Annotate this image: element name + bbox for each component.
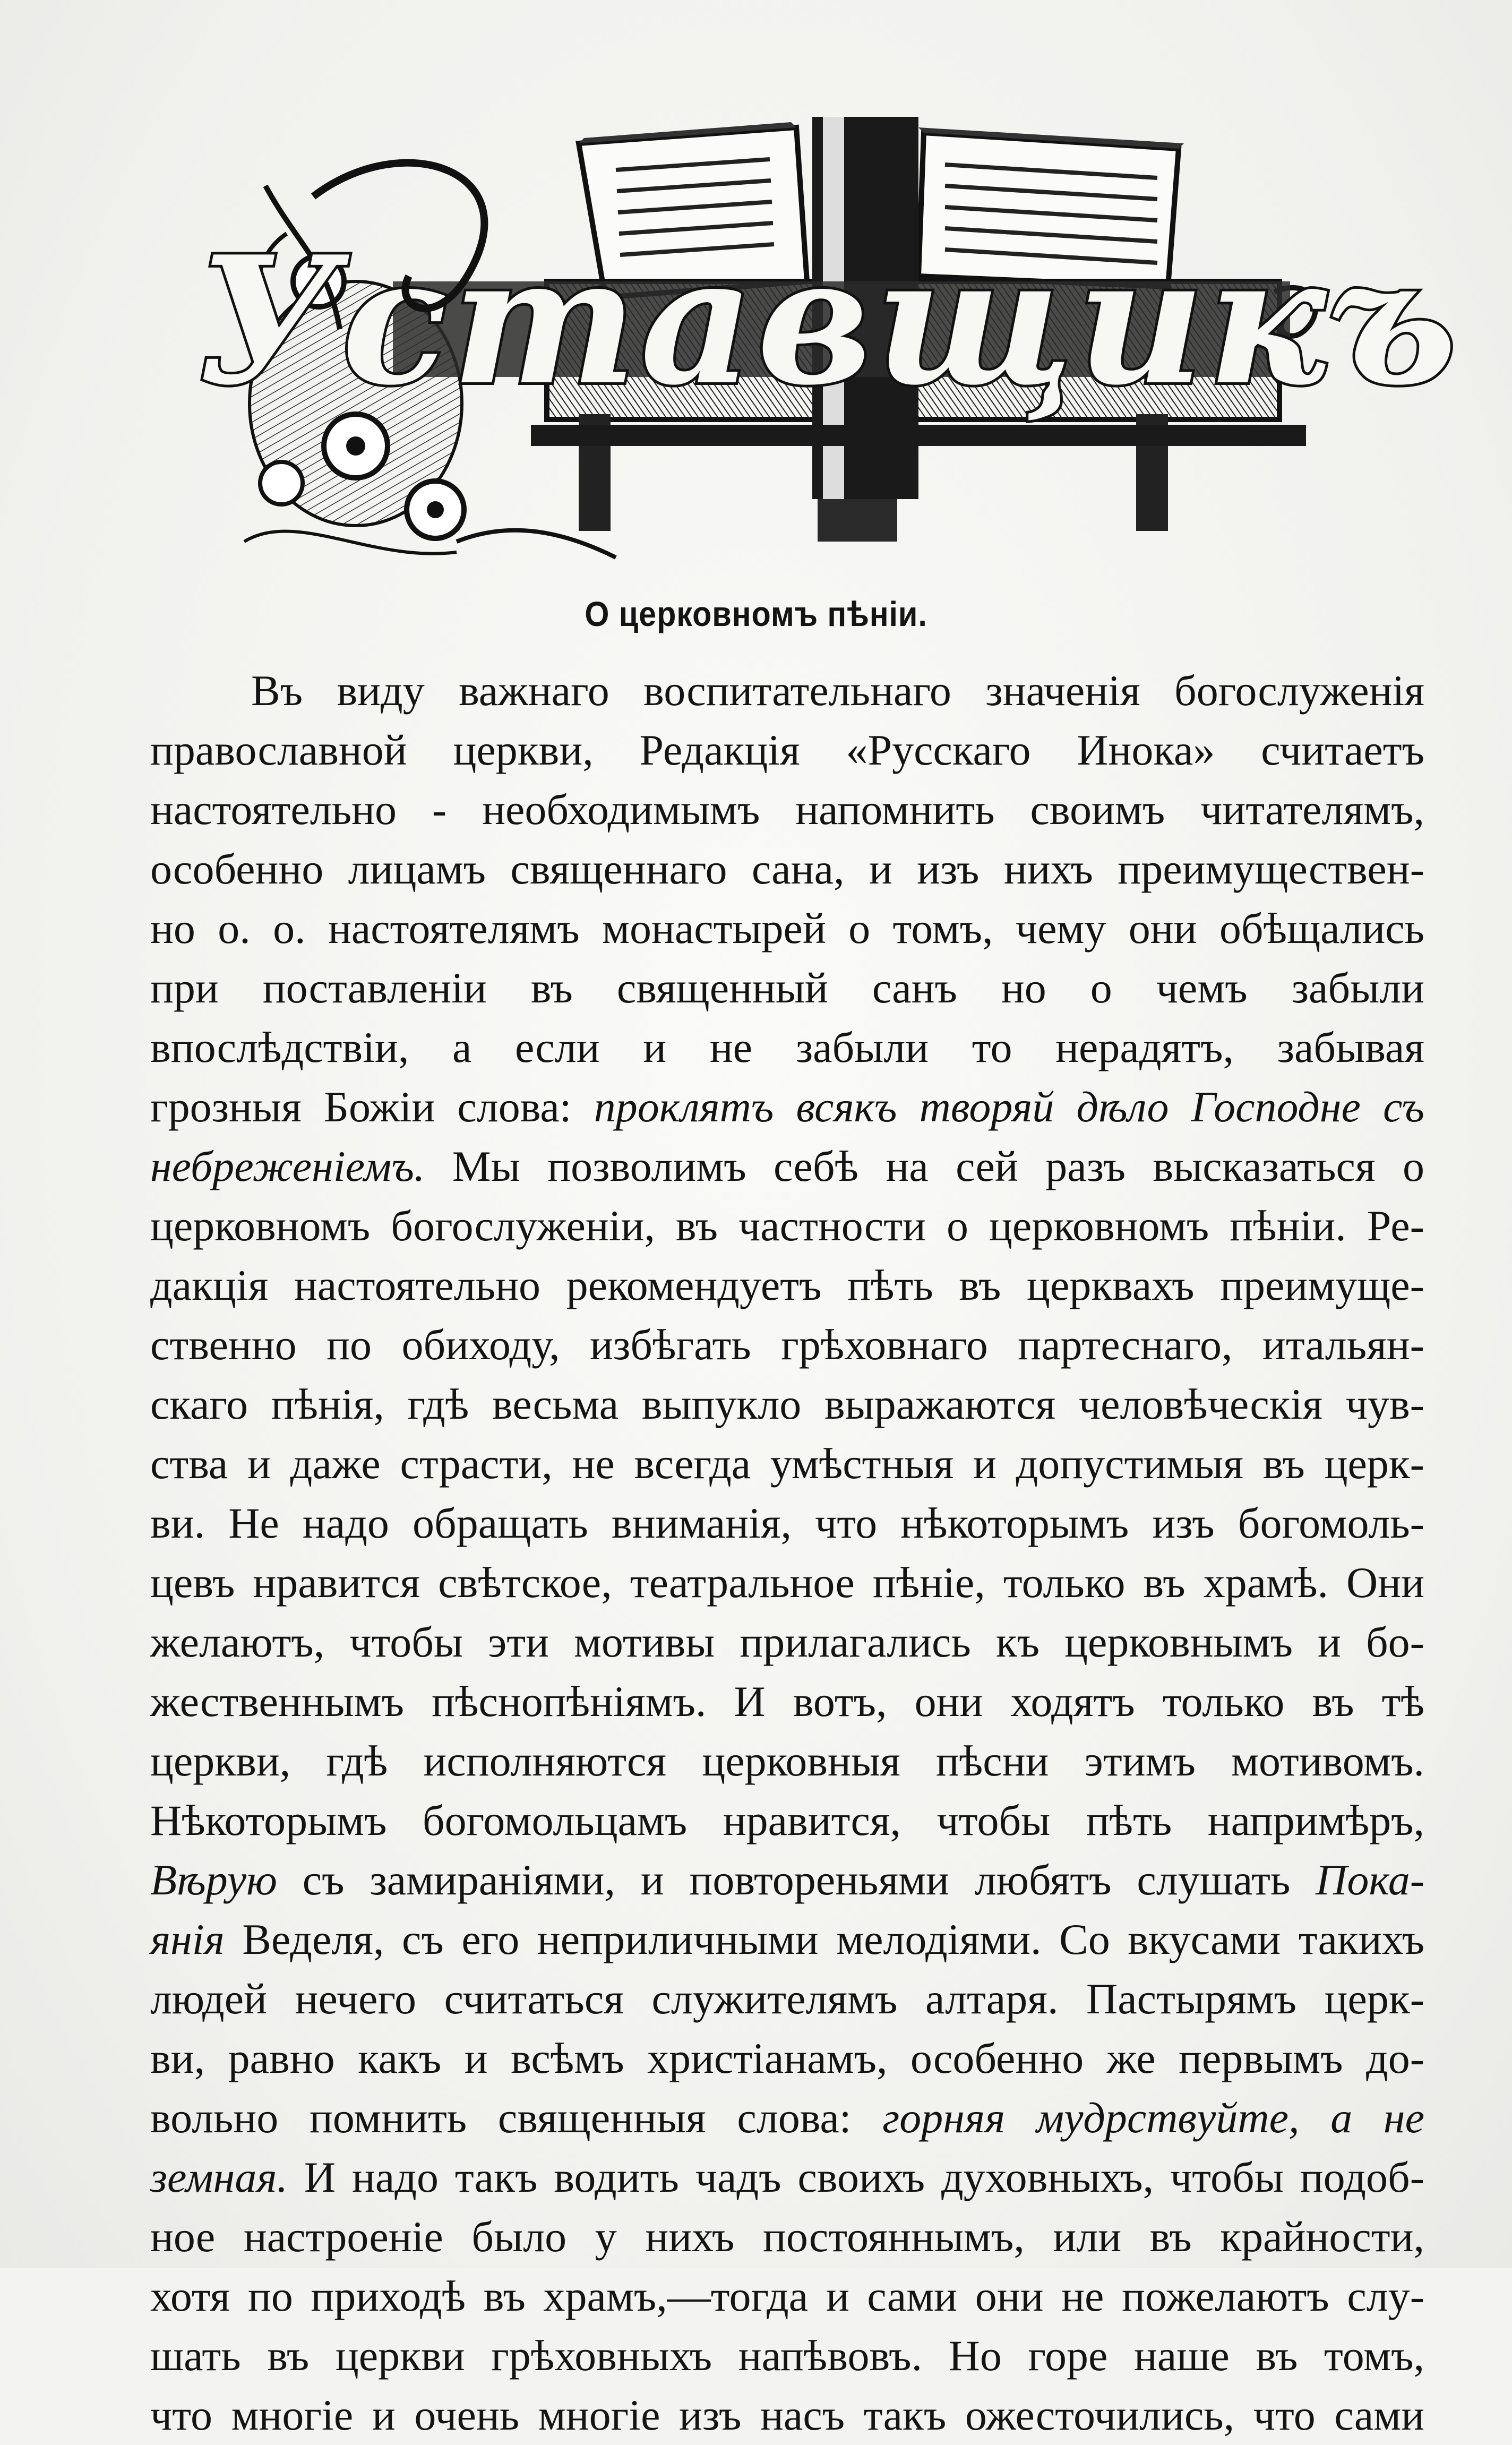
text-line xyxy=(150,1910,1424,1969)
text-segment: церкви, гдѣ исполняются церковныя пѣсни этимъ мотивомъ. xyxy=(150,1737,1424,1785)
text-line xyxy=(150,780,1424,839)
text-segment: церковномъ богослуженіи, въ частности о церковномъ пѣніи. Ре- xyxy=(150,1202,1424,1250)
text-segment: впослѣдствіи, а если и не забыли то нерадятъ, забывая xyxy=(150,1023,1424,1071)
text-line xyxy=(150,1969,1424,2029)
text-line xyxy=(150,1850,1424,1910)
text-line xyxy=(150,839,1424,899)
text-line xyxy=(150,1196,1424,1256)
text-line xyxy=(150,1731,1424,1791)
text-line xyxy=(150,2148,1424,2207)
text-line xyxy=(150,2207,1424,2267)
text-segment: вольно помнить священныя слова: xyxy=(150,2094,883,2142)
text-segment: цевъ нравится свѣтское, театральное пѣніе, только въ храмѣ. Они xyxy=(150,1558,1424,1607)
text-segment: что многіе и очень многіе изъ насъ такъ ожесточились, что сами xyxy=(150,2391,1424,2439)
italic-quote: горняя мудрствуйте, а не xyxy=(882,2094,1424,2142)
text-segment: грозныя Божіи слова: xyxy=(150,1083,594,1131)
text-line xyxy=(150,2029,1424,2088)
text-segment: Нѣкоторымъ богомольцамъ нравится, чтобы пѣть напримѣръ, xyxy=(150,1796,1424,1845)
text-segment: Въ виду важнаго воспитательнаго значенія богослуженія xyxy=(251,666,1424,715)
text-line xyxy=(150,1612,1424,1672)
text-segment: Веделя, съ его неприличными мелодіями. Со вкусами такихъ xyxy=(224,1915,1424,1963)
italic-quote: небреженіемъ. xyxy=(150,1142,425,1190)
text-segment: шать въ церкви грѣховныхъ напѣвовъ. Но горе наше въ томъ, xyxy=(150,2331,1424,2380)
text-line xyxy=(150,1256,1424,1315)
text-line xyxy=(150,1434,1424,1494)
text-segment: ви, равно какъ и всѣмъ христіанамъ, особенно же первымъ до- xyxy=(150,2034,1424,2082)
text-segment: ви. Не надо обращать вниманія, что нѣкоторымъ изъ богомоль- xyxy=(150,1499,1424,1547)
text-line xyxy=(150,958,1424,1018)
text-segment: скаго пѣнія, гдѣ весьма выпукло выражаются человѣческія чув- xyxy=(150,1380,1424,1428)
text-line xyxy=(150,1553,1424,1612)
italic-quote: Пока- xyxy=(1316,1856,1424,1904)
text-segment: людей нечего считаться служителямъ алтаря. Пастырямъ церк- xyxy=(150,1975,1424,2023)
article-body xyxy=(150,661,1424,2445)
text-line xyxy=(150,2267,1424,2326)
text-line xyxy=(150,1077,1424,1137)
text-segment: жественнымъ пѣснопѣніямъ. И вотъ, они ходятъ только въ тѣ xyxy=(150,1677,1424,1726)
italic-quote: Вѣрую xyxy=(150,1856,277,1904)
text-line xyxy=(150,720,1424,780)
text-line xyxy=(150,2088,1424,2148)
italic-quote: проклятъ всякъ творяй дѣло Господне съ xyxy=(594,1083,1424,1131)
text-segment: ственно по обиходу, избѣгать грѣховнаго партеснаго, итальян- xyxy=(150,1320,1424,1369)
title-art: Уставщикъ xyxy=(196,218,1460,424)
text-line xyxy=(150,2326,1424,2386)
text-line xyxy=(150,1791,1424,1850)
text-segment: настоятельно - необходимымъ напомнить своимъ читателямъ, xyxy=(150,785,1424,834)
text-line xyxy=(150,661,1424,720)
text-segment: дакція настоятельно рекомендуетъ пѣть въ церквахъ преимуще- xyxy=(150,1261,1424,1309)
text-segment: особенно лицамъ священнаго сана, и изъ нихъ преимуществен- xyxy=(150,845,1424,893)
text-line xyxy=(150,1315,1424,1375)
text-segment: съ замираніями, и повтореньями любятъ слушать xyxy=(277,1856,1316,1904)
text-segment: при поставленіи въ священный санъ но о чемъ забыли xyxy=(150,964,1424,1012)
italic-quote: янія xyxy=(150,1915,225,1963)
header-illustration xyxy=(196,106,1460,573)
text-line xyxy=(150,1137,1424,1196)
text-line xyxy=(150,1494,1424,1553)
text-segment: ства и даже страсти, не всегда умѣстныя и допустимыя въ церк- xyxy=(150,1439,1424,1488)
text-line xyxy=(150,1018,1424,1077)
text-segment: Мы позволимъ себѣ на сей разъ высказаться о xyxy=(425,1142,1424,1190)
italic-quote: земная. xyxy=(150,2153,288,2201)
text-segment: православной церкви, Редакція «Русскаго Инока» считаетъ xyxy=(150,726,1424,774)
text-segment: ное настроеніе было у нихъ постояннымъ, или въ крайности, xyxy=(150,2212,1424,2261)
text-line xyxy=(150,1672,1424,1731)
books-and-flowers-illustration xyxy=(196,106,1460,573)
article-heading: О церковномъ пѣніи. xyxy=(585,594,927,633)
text-line xyxy=(150,899,1424,958)
text-segment: но о. о. настоятелямъ монастырей о томъ, чему они обѣщались xyxy=(150,904,1424,953)
text-segment: И надо такъ водить чадъ своихъ духовныхъ, чтобы подоб- xyxy=(287,2153,1424,2201)
text-line xyxy=(150,2386,1424,2445)
text-segment: желаютъ, чтобы эти мотивы прилагались къ церковнымъ и бо- xyxy=(150,1618,1424,1666)
text-line xyxy=(150,1375,1424,1434)
text-segment: хотя по приходѣ въ храмъ,—тогда и сами они не пожелаютъ слу- xyxy=(150,2272,1424,2320)
